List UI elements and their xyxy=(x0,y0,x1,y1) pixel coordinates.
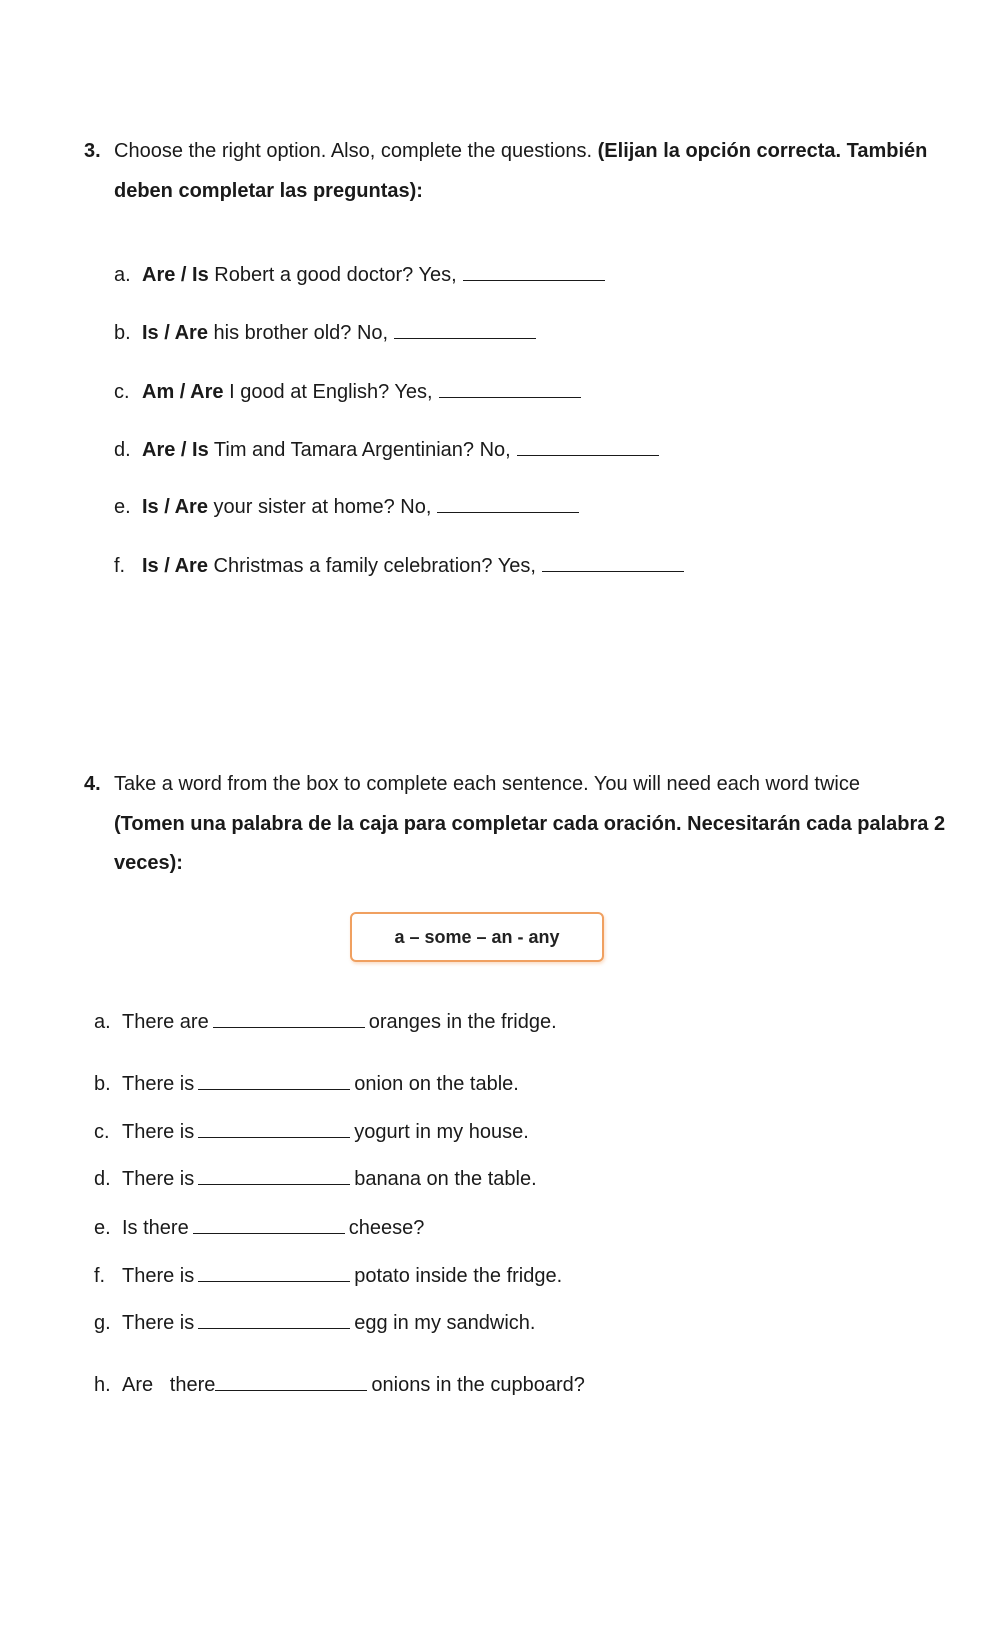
answer-blank[interactable] xyxy=(463,260,605,281)
word-box-text: a – some – an - any xyxy=(394,926,560,947)
section-4-instruction-es: (Tomen una palabra de la caja para completar cada oración. Necesitarán cada palabra 2 xyxy=(114,813,946,835)
list-item: a. Are / Is Robert a good doctor? Yes, xyxy=(114,260,609,287)
answer-blank[interactable] xyxy=(215,1370,367,1391)
answer-blank[interactable] xyxy=(193,1213,345,1234)
section-3-instruction: Choose the right option. Also, complete the questions. (Elijan la opción correcta. También xyxy=(114,140,928,162)
section-4-number: 4. xyxy=(84,773,101,795)
list-item: c. There is yogurt in my house. xyxy=(94,1117,529,1144)
answer-blank[interactable] xyxy=(213,1007,365,1028)
answer-blank[interactable] xyxy=(198,1117,350,1138)
list-item: g. There is egg in my sandwich. xyxy=(94,1308,535,1335)
answer-blank[interactable] xyxy=(198,1069,350,1090)
list-item: c. Am / Are I good at English? Yes, xyxy=(114,377,585,404)
section-3-instruction-es-cont: deben completar las preguntas): xyxy=(114,180,423,202)
answer-blank[interactable] xyxy=(394,318,536,339)
option-choice[interactable]: Are / Is xyxy=(142,264,209,286)
list-item: d. Are / Is Tim and Tamara Argentinian? No, xyxy=(114,435,663,462)
answer-blank[interactable] xyxy=(198,1261,350,1282)
list-item: d. There is banana on the table. xyxy=(94,1164,537,1191)
word-box xyxy=(350,912,604,962)
option-choice[interactable]: Is / Are xyxy=(142,322,208,344)
option-choice[interactable]: Am / Are xyxy=(142,381,224,403)
list-item: e. Is there cheese? xyxy=(94,1213,424,1240)
answer-blank[interactable] xyxy=(542,551,684,572)
section-3-number: 3. xyxy=(84,140,101,162)
section-4-instruction: Take a word from the box to complete each sentence. You will need each word twice xyxy=(114,773,860,795)
section-3-instruction-es: (Elijan la opción correcta. También xyxy=(597,140,928,162)
option-choice[interactable]: Is / Are xyxy=(142,496,208,518)
option-choice[interactable]: Are / Is xyxy=(142,439,209,461)
answer-blank[interactable] xyxy=(439,377,581,398)
section-4-instruction-es-cont: veces): xyxy=(114,852,183,874)
list-item: h. Are there onions in the cupboard? xyxy=(94,1370,585,1397)
list-item: e. Is / Are your sister at home? No, xyxy=(114,492,583,519)
list-item: b. Is / Are his brother old? No, xyxy=(114,318,540,345)
option-choice[interactable]: Is / Are xyxy=(142,555,208,577)
list-item: f. Is / Are Christmas a family celebration? Yes, xyxy=(114,551,688,578)
answer-blank[interactable] xyxy=(198,1164,350,1185)
answer-blank[interactable] xyxy=(198,1308,350,1329)
list-item: b. There is onion on the table. xyxy=(94,1069,519,1096)
answer-blank[interactable] xyxy=(437,492,579,513)
list-item: a. There are oranges in the fridge. xyxy=(94,1007,557,1034)
list-item: f. There is potato inside the fridge. xyxy=(94,1261,562,1288)
answer-blank[interactable] xyxy=(517,435,659,456)
